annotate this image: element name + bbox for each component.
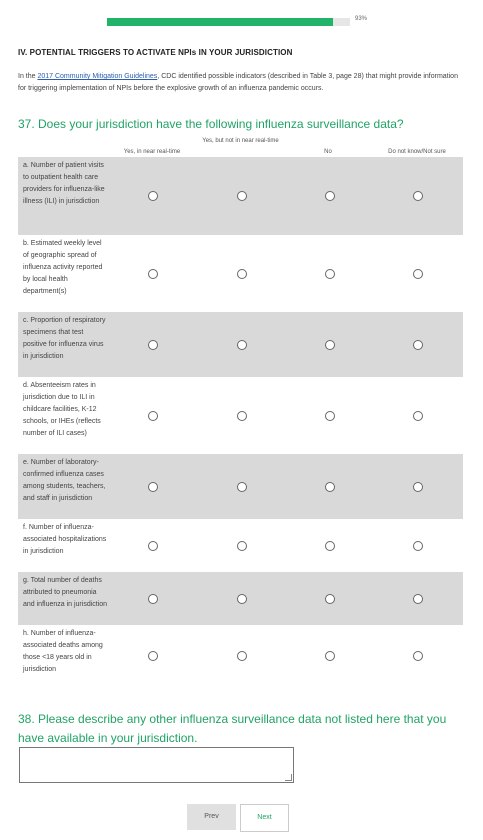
radio-button[interactable] bbox=[413, 482, 423, 492]
progress-bar bbox=[107, 18, 350, 26]
matrix-row-label: a. Number of patient visits to outpatient health care providers for influenza-like illness (ILI) in jurisdiction bbox=[23, 162, 105, 205]
intro-text bbox=[18, 71, 466, 95]
matrix-row bbox=[18, 625, 463, 687]
matrix-row bbox=[18, 519, 463, 572]
radio-button[interactable] bbox=[237, 482, 247, 492]
matrix-row-label: d. Absenteeism rates in jurisdiction due to ILI in childcare facilities, K-12 schools, or IHEs (reflects number of ILI cases) bbox=[23, 382, 101, 437]
column-header-yes-not-realtime: Yes, but not in near real-time bbox=[202, 138, 279, 144]
radio-button[interactable] bbox=[325, 651, 335, 661]
radio-button[interactable] bbox=[148, 482, 158, 492]
radio-button[interactable] bbox=[148, 651, 158, 661]
radio-button[interactable] bbox=[325, 541, 335, 551]
prev-button[interactable]: Prev bbox=[187, 804, 236, 830]
matrix-row-label: h. Number of influenza-associated deaths among those <18 years old in jurisdiction bbox=[23, 630, 103, 673]
guidelines-link[interactable]: 2017 Community Mitigation Guidelines bbox=[37, 73, 158, 80]
matrix-row bbox=[18, 235, 463, 312]
matrix-row bbox=[18, 157, 463, 235]
radio-button[interactable] bbox=[237, 411, 247, 421]
other-surveillance-textarea[interactable] bbox=[19, 747, 294, 783]
matrix-row-label: f. Number of influenza-associated hospitalizations in jurisdiction bbox=[23, 524, 107, 555]
column-header-yes-realtime: Yes, in near real-time bbox=[123, 149, 181, 155]
radio-button[interactable] bbox=[413, 541, 423, 551]
radio-button[interactable] bbox=[325, 411, 335, 421]
radio-button[interactable] bbox=[237, 651, 247, 661]
matrix-row bbox=[18, 572, 463, 625]
radio-button[interactable] bbox=[148, 269, 158, 279]
matrix-row bbox=[18, 312, 463, 377]
question-37-title: 37. Does your jurisdiction have the following influenza surveillance data? bbox=[18, 117, 404, 131]
radio-button[interactable] bbox=[413, 191, 423, 201]
radio-button[interactable] bbox=[148, 340, 158, 350]
radio-button[interactable] bbox=[413, 651, 423, 661]
matrix-row-label: e. Number of laboratory-confirmed influenza cases among students, teachers, and staff in jurisdiction bbox=[23, 459, 106, 502]
column-header-do-not-know: Do not know/Not sure bbox=[388, 149, 446, 155]
matrix-row-label: b. Estimated weekly level of geographic spread of influenza activity reported by local health department(s) bbox=[23, 240, 103, 295]
matrix-row-label: g. Total number of deaths attributed to pneumonia and influenza in jurisdiction bbox=[23, 577, 108, 608]
question-38-title: 38. Please describe any other influenza surveillance data not listed here that you have available in your jurisdiction. bbox=[18, 712, 447, 745]
intro-before: In the bbox=[18, 73, 38, 80]
radio-button[interactable] bbox=[148, 541, 158, 551]
radio-button[interactable] bbox=[237, 269, 247, 279]
radio-button[interactable] bbox=[413, 269, 423, 279]
resize-grip-icon[interactable] bbox=[285, 774, 292, 781]
progress-fill bbox=[107, 18, 333, 26]
radio-button[interactable] bbox=[325, 191, 335, 201]
radio-button[interactable] bbox=[148, 594, 158, 604]
matrix-row-label: c. Proportion of respiratory specimens that test positive for influenza virus in jurisdiction bbox=[23, 317, 106, 360]
matrix-row bbox=[18, 377, 463, 454]
radio-button[interactable] bbox=[413, 411, 423, 421]
intro-after: , CDC identified possible indicators (described in Table 3, page 28) that might provide information for triggering implementation of NPIs before the explosive growth of an influenza pandemic occurs. bbox=[18, 73, 458, 92]
radio-button[interactable] bbox=[237, 340, 247, 350]
radio-button[interactable] bbox=[237, 191, 247, 201]
radio-button[interactable] bbox=[148, 411, 158, 421]
radio-button[interactable] bbox=[413, 340, 423, 350]
radio-button[interactable] bbox=[325, 482, 335, 492]
progress-label: 93% bbox=[355, 16, 368, 22]
radio-button[interactable] bbox=[325, 340, 335, 350]
radio-button[interactable] bbox=[237, 541, 247, 551]
matrix-row bbox=[18, 454, 463, 519]
radio-button[interactable] bbox=[413, 594, 423, 604]
section-title: IV. POTENTIAL TRIGGERS TO ACTIVATE NPIs IN YOUR JURISDICTION bbox=[18, 48, 293, 57]
radio-button[interactable] bbox=[325, 269, 335, 279]
radio-button[interactable] bbox=[148, 191, 158, 201]
radio-button[interactable] bbox=[237, 594, 247, 604]
column-header-no: No bbox=[324, 149, 332, 155]
next-button[interactable]: Next bbox=[240, 804, 289, 832]
radio-button[interactable] bbox=[325, 594, 335, 604]
